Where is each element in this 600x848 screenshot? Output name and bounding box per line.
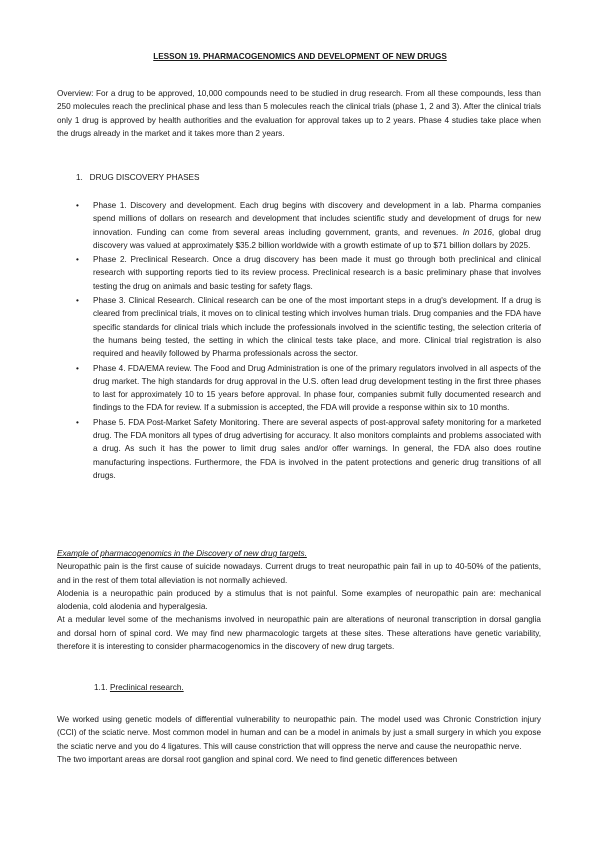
phase-text: Phase 4. FDA/EMA review. The Food and Drug Administration is one of the primary regulators involved in all aspects of the drug market. The high standards for drug approval in the U.S. often lead drug development testing in the first three phases to last for approximately 10 to 15 years before approval. In phase four, companies submit fully documented research and findings to the FDA for review. If a submission is accepted, the FDA will provide a response within six to 10 months. <box>93 363 541 413</box>
list-item <box>76 416 541 482</box>
subsection-title: Preclinical research. <box>109 683 184 692</box>
example-section <box>57 547 541 653</box>
list-item <box>76 362 541 415</box>
bullet-icon: • <box>76 201 79 210</box>
phase-text: Phase 3. Clinical Research. Clinical research can be one of the most important steps in a drug's development. If a drug is cleared from preclinical trials, it moves on to clinical testing which involves human trials. Drug companies and the FDA have specific standards for clinical trials which include the professionals involved in the scientific testing, the selection criteria of the humans being tested, the setting in which the clinical tests take place, and more. Clinical trial registration is also required and heavily followed by Pharma professionals across the sector. <box>93 296 541 359</box>
example-heading: Example of pharmacogenomics in the Discovery of new drug targets. <box>57 549 307 558</box>
preclinical-section <box>57 713 541 766</box>
bullet-icon: • <box>76 255 79 265</box>
subsection-number: 1.1. <box>94 683 108 692</box>
list-item <box>76 253 541 293</box>
phase-text: Phase 1. Discovery and development. Each drug begins with discovery and development in a lab. Pharma companies spend millions of dollars on research and development that includes scientific study and development of drugs for new innovation. Funding can come from several areas including government, grants, and revenues. <box>93 201 541 237</box>
phase-italic: In 2016 <box>462 227 492 237</box>
preclinical-paragraph: The two important areas are dorsal root ganglion and spinal cord. We need to find genetic differences between <box>57 754 458 764</box>
preclinical-paragraph: We worked using genetic models of differential vulnerability to neuropathic pain. The model used was Chronic Constriction injury (CCI) of the sciatic nerve. Most common model in human and can be a model in animals by just a small surgery in which you expose the sciatic nerve and you do 4 ligatures. This will cause constriction that will oppress the nerve and cause the neuropathic nerve. <box>57 715 541 751</box>
example-paragraph: Neuropathic pain is the first cause of suicide nowadays. Current drugs to treat neuropathic pain fail in up to 40-50% of the patients, and in the rest of them total alleviation is not normally achieved. <box>57 562 541 585</box>
phase-text: Phase 5. FDA Post-Market Safety Monitoring. There are several aspects of post-approval safety monitoring for a marketed drug. The FDA monitors all types of drug advertising for accuracy. It also monitors complaints and problems associated with a drug. As such it has the power to limit drug sales and/or offer warnings. In general, the FDA also does routine manufacturing inspections. Furthermore, the FDA is involved in the patent protections and generic drug transitions of all drugs. <box>93 417 541 480</box>
list-item <box>76 294 541 360</box>
bullet-icon: • <box>76 417 79 427</box>
phase-text-tail: , global drug discovery was valued at approximately $35.2 billion worldwide with a growth estimate of up to $71 billion dollars by 2025. <box>93 227 541 250</box>
example-paragraph: At a medular level some of the mechanisms involved in neuropathic pain are alterations of neuronal transcription in dorsal ganglia and dorsal horn of spinal cord. We may find new pharmacologic targets at these sites. These alterations have genetic variability, therefore it is interesting to consider pharmacogenomics in the discovery of new drug targets. <box>57 615 541 652</box>
phase-text: Phase 2. Preclinical Research. Once a drug discovery has been made it must go through both preclinical and clinical research with supporting reports tied to its review process. Preclinical research is a basic preliminary phase that involves testing the drug on animals and basic testing for safety flags. <box>93 255 541 291</box>
bullet-icon: • <box>76 296 79 306</box>
example-paragraph: Alodenia is a neuropathic pain produced by a stimulus that is not painful. Some examples of neuropathic pain are: mechanical alodenia, cold alodenia and hyperalgesia. <box>57 588 541 612</box>
phases-list <box>76 199 541 482</box>
section-heading-drug-discovery <box>76 173 199 182</box>
overview-paragraph: Overview: For a drug to be approved, 10,000 compounds need to be studied in drug research. From all these compounds, less than 250 molecules reach the preclinical phase and less than 5 molecules reach the clinical trials (phase 1, 2 and 3). After the clinical trials only 1 drug is approved by health authorities and the evaluation for approval takes up to 2 years. Phase 4 studies take place when the drugs already in the market and it takes more than 2 years. <box>57 89 541 138</box>
section-number: 1. <box>76 173 83 182</box>
section-title: DRUG DISCOVERY PHASES <box>89 173 200 182</box>
page-title: LESSON 19. PHARMACOGENOMICS AND DEVELOPMENT OF NEW DRUGS <box>153 52 447 61</box>
bullet-icon: • <box>76 363 79 373</box>
subsection-heading-preclinical <box>94 683 184 692</box>
list-item <box>76 199 541 252</box>
